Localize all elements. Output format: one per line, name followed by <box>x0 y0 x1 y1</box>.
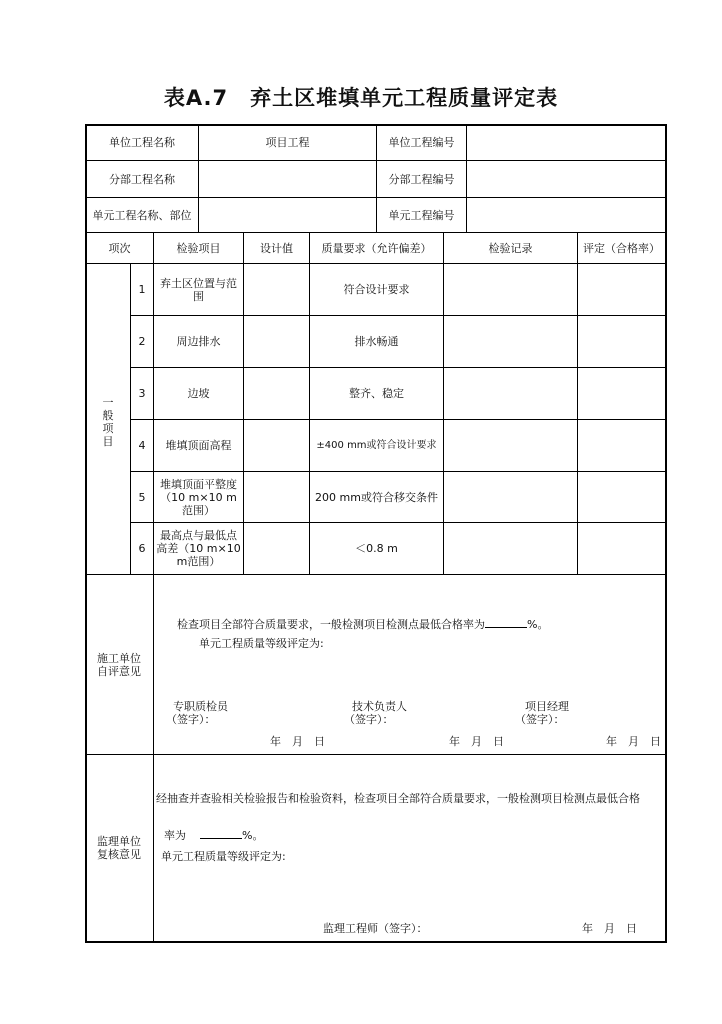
sub-project-no-field[interactable] <box>467 161 665 197</box>
pass-rate-blank[interactable] <box>485 617 527 628</box>
col-header-design-value: 设计值 <box>260 241 293 255</box>
col-divider <box>243 232 244 575</box>
sub-project-name-label: 分部工程名称 <box>109 172 175 186</box>
item-name: 边坡 <box>187 387 210 400</box>
row-divider <box>85 574 667 575</box>
supervisor-review-label: 监理单位复核意见 <box>97 835 141 861</box>
item-name: 弃土区位置与范围 <box>160 276 237 303</box>
element-project-name-label: 单元工程名称、部位 <box>92 208 192 222</box>
sub-project-no-label: 分部工程编号 <box>388 172 455 186</box>
item-no: 1 <box>138 283 146 296</box>
contractor-evaluation-label: 施工单位自评意见 <box>97 652 141 678</box>
date-field[interactable]: 年 月 日 <box>582 922 637 935</box>
unit-project-name-value[interactable]: 项目工程 <box>265 136 310 149</box>
date-field[interactable]: 年 月 日 <box>449 735 504 748</box>
col-divider <box>577 232 578 575</box>
pass-rate-blank[interactable] <box>200 828 242 839</box>
contractor-line1: 检查项目全部符合质量要求，一般检测项目检测点最低合格率为 %。 <box>177 618 549 631</box>
item-no: 5 <box>138 490 146 504</box>
date-field[interactable]: 年 月 日 <box>606 735 661 748</box>
element-project-no-field[interactable] <box>467 198 665 232</box>
row-divider <box>85 754 667 755</box>
date-field[interactable]: 年 月 日 <box>270 735 325 748</box>
item-requirement: 整齐、稳定 <box>349 387 404 400</box>
item-name: 周边排水 <box>176 335 221 348</box>
item-no: 2 <box>138 335 146 348</box>
sign-note: （签字）： <box>515 713 565 726</box>
item-no: 6 <box>138 542 146 555</box>
item-requirement: ±400 mm或符合设计要求 <box>316 440 437 451</box>
general-items-label: 一般项目 <box>102 396 114 448</box>
item-requirement: 符合设计要求 <box>343 283 410 296</box>
col-header-item-type: 项次 <box>108 241 131 255</box>
supervisor-line2: 率为 %。 <box>164 829 264 842</box>
sign-supervisor: 监理工程师（签字）： <box>323 922 428 935</box>
sub-project-name-field[interactable] <box>199 161 376 197</box>
sign-note: （签字）： <box>166 713 216 726</box>
form-title: 表A.7 弃土区堆填单元工程质量评定表 <box>163 86 559 110</box>
table-border-bottom <box>85 941 667 943</box>
contractor-line2: 单元工程质量等级评定为: <box>199 637 324 650</box>
element-project-name-field[interactable] <box>199 198 376 232</box>
col-header-check-item: 检验项目 <box>176 241 221 255</box>
sign-note: （签字）： <box>344 713 394 726</box>
item-no: 3 <box>138 387 146 400</box>
sign-project-manager: 项目经理 <box>525 700 569 713</box>
unit-project-no-label: 单位工程编号 <box>388 136 455 149</box>
item-name: 最高点与最低点高差（10 m×10 m范围） <box>156 529 241 568</box>
col-divider <box>153 574 154 942</box>
col-header-quality-req: 质量要求（允许偏差） <box>321 241 432 255</box>
element-project-no-label: 单元工程编号 <box>388 208 455 222</box>
item-requirement: 排水畅通 <box>354 335 399 348</box>
sign-technical-lead: 技术负责人 <box>352 700 407 713</box>
col-header-check-record: 检验记录 <box>488 241 533 255</box>
item-name: 堆填顶面高程 <box>165 439 232 452</box>
item-name: 堆填顶面平整度（10 m×10 m范围） <box>160 477 237 517</box>
sign-quality-inspector: 专职质检员 <box>173 700 228 713</box>
item-requirement: ＜0.8 m <box>355 542 398 555</box>
col-header-rating: 评定（合格率） <box>583 241 660 255</box>
col-divider <box>443 232 444 575</box>
supervisor-line1: 经抽查并查验相关检验报告和检验资料，检查项目全部符合质量要求，一般检测项目检测点最低合格 <box>156 792 640 805</box>
item-requirement: 200 mm或符合移交条件 <box>315 490 438 504</box>
unit-project-name-label: 单位工程名称 <box>109 136 175 149</box>
supervisor-line3: 单元工程质量等级评定为: <box>161 850 286 863</box>
unit-project-no-field[interactable] <box>467 125 665 160</box>
item-no: 4 <box>138 439 146 452</box>
table-border-right <box>665 124 667 943</box>
